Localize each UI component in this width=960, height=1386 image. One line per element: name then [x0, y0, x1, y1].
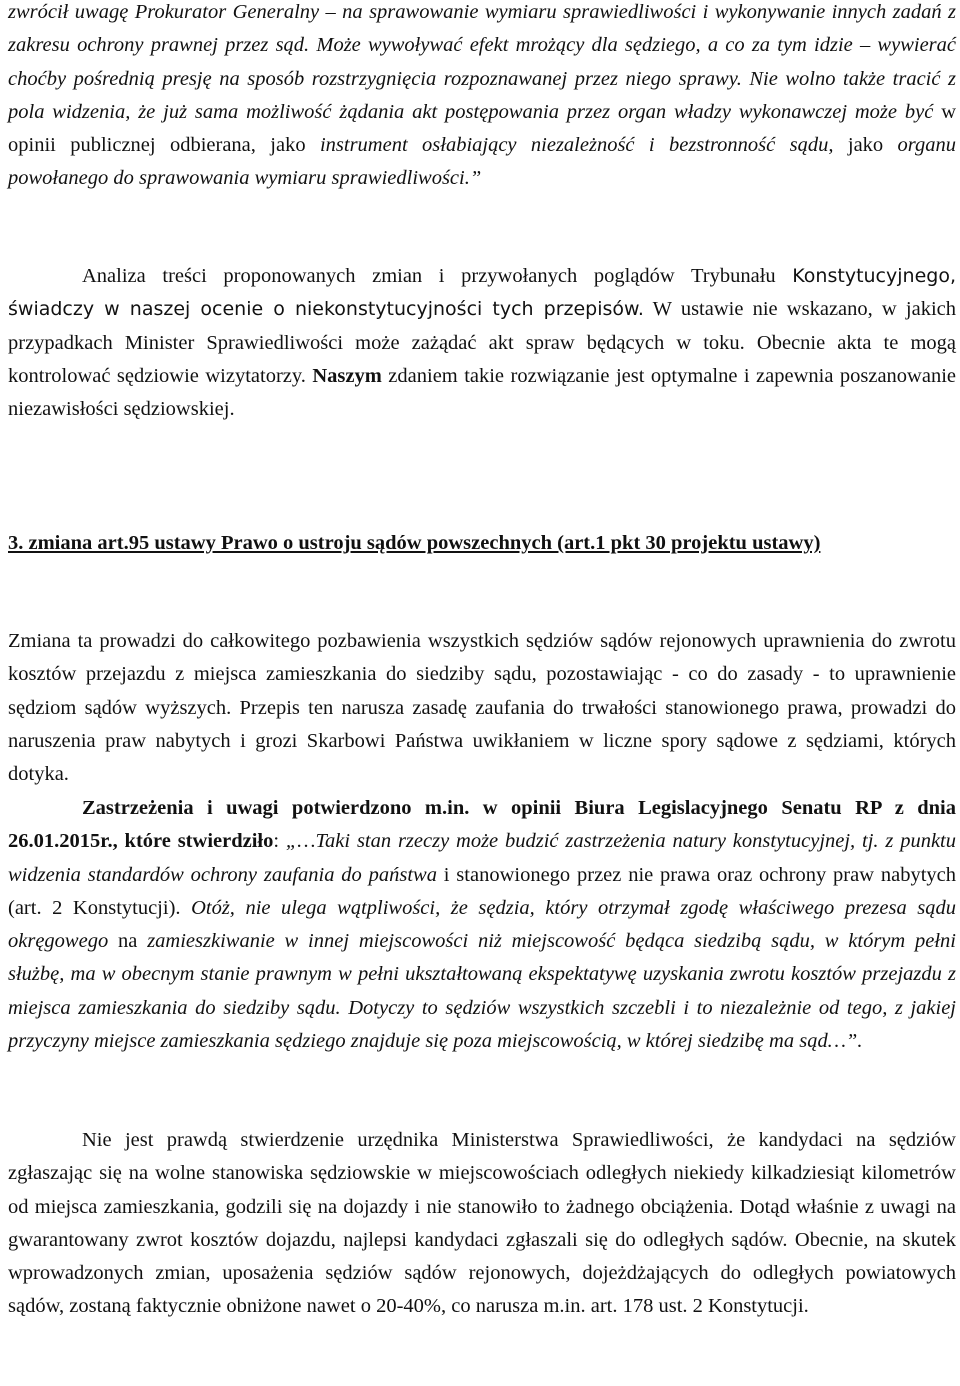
- analysis-paragraph: [8, 260, 956, 426]
- senate-opinion-italic-1: „…Taki stan rzeczy może budzić zastrzeżenia natury konstytucyjnej, tj. z punktu widzenia standardów ochrony zaufania do państwa: [8, 830, 956, 886]
- senate-opinion-paragraph: [8, 792, 956, 1058]
- senate-opinion-italic-2: Otóż, nie ulega wątpliwości, że sędzia, który otrzymał zgodę właściwego prezesa sądu okręgowego: [8, 896, 956, 953]
- senate-opinion-italic-3: zamieszkiwanie w innej miejscowości niż miejscowość będąca siedzibą sądu, w którym pełni służbę, ma w obecnym stanie prawnym w pełni ukształtowaną ekspektatywę uzyskania zwrotu kosztów przejazdu z miejsca zamieszkania do siedziby sądu. Dotyczy to sędziów wszystkich szczebli i to niezależnie od tego, z jakiej przyczyny miejsce zamieszkania sędziego znajduje się poza miejscowością, w której siedzibę ma sąd…”.: [8, 930, 957, 1053]
- quote-paragraph: [8, 0, 956, 196]
- quote-normal-part-2: jako: [833, 134, 898, 157]
- quote-normal-part-1: w opinii publicznej odbierana, jako: [8, 100, 956, 157]
- quote-italic-part-2: instrument osłabiający niezależność i bezstronność sądu,: [319, 134, 834, 157]
- senate-opinion-colon: :: [273, 830, 286, 853]
- senate-opinion-bold: Zastrzeżenia i uwagi potwierdzono m.in. w opinii Biura Legislacyjnego Senatu RP z dnia 26.01.2015r., które stwierdziło: [8, 797, 956, 853]
- ministry-rebuttal-paragraph: Nie jest prawdą stwierdzenie urzędnika Ministerstwa Sprawiedliwości, że kandydaci na sędziów zgłaszając się na wolne stanowiska sędziowskie w miejscowościach odległych niekiedy kilkadziesiąt kilometrów od miejsca zamieszkania, godzili się na dojazdy i nie stanowiło to żadnego obciążenia. Dotąd właśnie z uwagi na gwarantowany zwrot kosztów dojazdu, najlepsi kandydaci zgłaszali się do odległych sądów. Obecnie, na skutek wprowadzonych zmian, uposażenia sędziów sądów rejonowych, dojeżdżających do odległych powiatowych sądów, zostaną faktycznie obniżone nawet o 20-40%, co narusza m.in. art. 178 ust. 2 Konstytucji.: [8, 1129, 956, 1318]
- analysis-bold-word: Naszym: [312, 364, 382, 387]
- senate-opinion-normal-1: i stanowionego przez nie prawa oraz ochrony praw nabytych (art. 2 Konstytucji).: [8, 863, 956, 919]
- analysis-text-3: W ustawie nie wskazano, w jakich przypadkach Minister Sprawiedliwości może zażądać akt spraw będących w toku. Obecnie akta te mogą kontrolować sędziowie wizytatorzy.: [8, 298, 956, 387]
- analysis-text-1: Analiza treści proponowanych zmian i przywołanych poglądów Trybunału: [82, 265, 793, 287]
- section-heading: 3. zmiana art.95 ustawy Prawo o ustroju sądów powszechnych (art.1 pkt 30 projektu ustawy): [8, 532, 821, 554]
- analysis-text-4: zdaniem takie rozwiązanie jest optymalne i zapewnia poszanowanie niezawisłości sędziowskiej.: [8, 364, 957, 421]
- senate-opinion-normal-2: na: [108, 930, 148, 953]
- quote-italic-part-3: organu powołanego do sprawowania wymiaru sprawiedliwości.”: [8, 134, 957, 190]
- quote-italic-part-1: zwrócił uwagę Prokurator Generalny – na sprawowanie wymiaru sprawiedliwości i wykonywanie innych zadań z zakresu ochrony prawnej przez sąd. Może wywoływać efekt mrożący dla sędziego, a co za tym idzie – wywierać choćby pośrednią presję na sposób rozstrzygnięcia rozpoznawanej przez niego sprawy. Nie wolno także tracić z pola widzenia, że już sama możliwość żądania akt postępowania przez organ władzy wykonawczej może być: [8, 1, 956, 123]
- analysis-text-2: Konstytucyjnego, świadczy w naszej ocenie o niekonstytucyjności tych przepisów.: [8, 265, 956, 321]
- change-description-paragraph: Zmiana ta prowadzi do całkowitego pozbawienia wszystkich sędziów sądów rejonowych uprawnienia do zwrotu kosztów przejazdu z miejsca zamieszkania do siedziby sądu, pozostawiając - co do zasady - to uprawnienie sędziom sądów wyższych. Przepis ten narusza zasadę zaufania do trwałości stanowionego prawa, prowadzi do naruszenia praw nabytych i grozi Skarbowi Państwa uwikłaniem w liczne spory sądowe z sędziami, których dotyka.: [8, 630, 956, 786]
